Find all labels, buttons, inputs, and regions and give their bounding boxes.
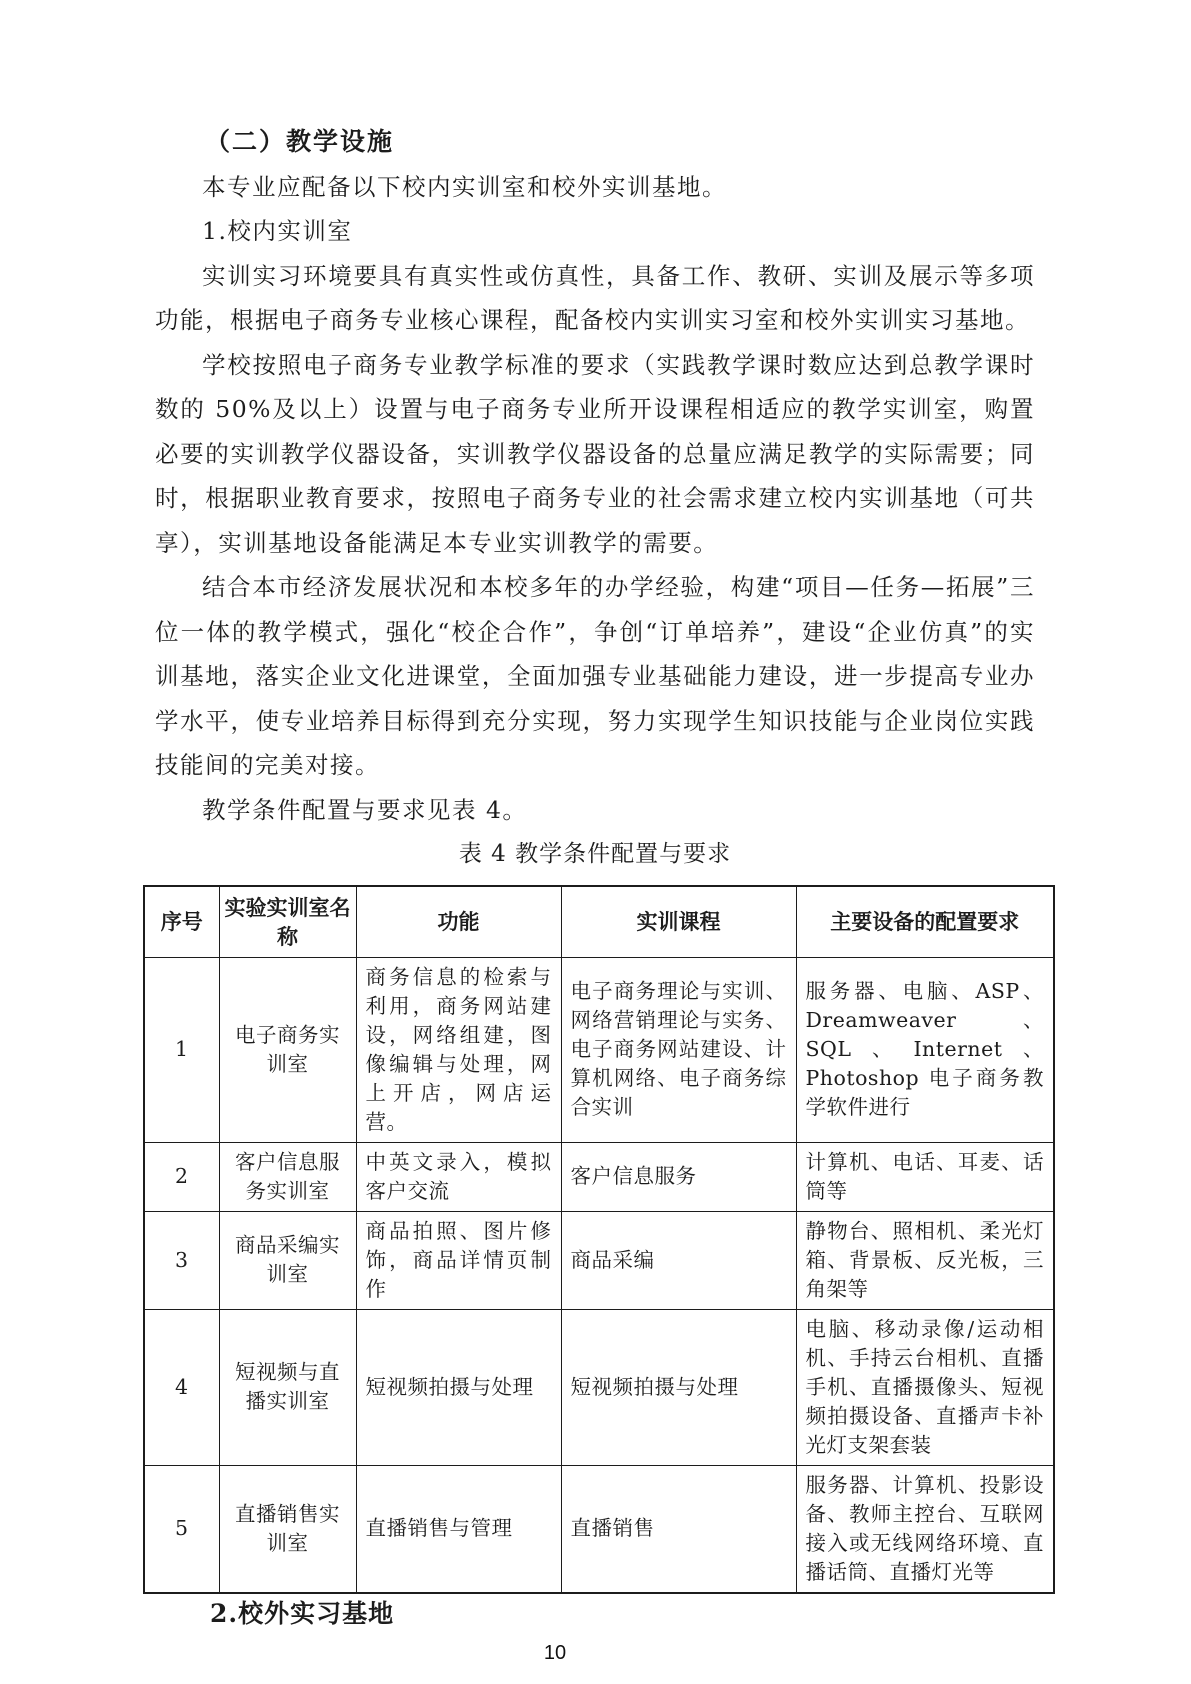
cell-index: 3 bbox=[144, 1211, 219, 1309]
header-cell-equipment: 主要设备的配置要求 bbox=[796, 886, 1054, 958]
cell-index: 4 bbox=[144, 1309, 219, 1465]
cell-courses: 客户信息服务 bbox=[561, 1142, 796, 1211]
paragraph-environment: 实训实习环境要具有真实性或仿真性，具备工作、教研、实训及展示等多项功能，根据电子商务专业核心课程，配备校内实训实习室和校外实训实习基地。 bbox=[155, 261, 1035, 334]
cell-function: 直播销售与管理 bbox=[356, 1465, 561, 1593]
cell-room-name: 电子商务实训室 bbox=[219, 957, 356, 1142]
subsection-heading-offcampus-bases: 2.校外实习基地 bbox=[210, 1598, 395, 1628]
cell-courses: 电子商务理论与实训、网络营销理论与实务、电子商务网站建设、计算机网络、电子商务综合实训 bbox=[561, 957, 796, 1142]
page-content bbox=[155, 120, 1044, 1665]
cell-equipment: 静物台、照相机、柔光灯箱、背景板、反光板，三角架等 bbox=[796, 1211, 1054, 1309]
paragraph-standards: 学校按照电子商务专业教学标准的要求（实践教学课时数应达到总教学课时数的 50%及以上）设置与电子商务专业所开设课程相适应的教学实训室，购置必要的实训教学仪器设备，实训教学仪器设备的总量应满足教学的实际需要；同时，根据职业教育要求，按照电子商务专业的社会需求建立校内实训基地（可共享），实训基地设备能满足本专业实训教学的需要。 bbox=[155, 350, 1035, 557]
section-heading: （二）教学设施 bbox=[205, 127, 395, 156]
table-row bbox=[144, 957, 1054, 1142]
table-row bbox=[144, 1309, 1054, 1465]
paragraph-model: 结合本市经济发展状况和本校多年的办学经验，构建“项目—任务—拓展”三位一体的教学模式，强化“校企合作”，争创“订单培养”，建设“企业仿真”的实训基地，落实企业文化进课堂，全面加强专业基础能力建设，进一步提高专业办学水平，使专业培养目标得到充分实现，努力实现学生知识技能与企业岗位实践技能间的完美对接。 bbox=[155, 573, 1035, 779]
header-cell-index: 序号 bbox=[144, 886, 219, 958]
table-row bbox=[144, 1211, 1054, 1309]
cell-room-name: 商品采编实训室 bbox=[219, 1211, 356, 1309]
cell-courses: 直播销售 bbox=[561, 1465, 796, 1593]
cell-function: 中英文录入，模拟客户交流 bbox=[356, 1142, 561, 1211]
page-number: 10 bbox=[543, 1641, 567, 1664]
header-cell-function: 功能 bbox=[356, 886, 561, 958]
table-header-row bbox=[144, 886, 1054, 958]
table-row bbox=[144, 1465, 1054, 1593]
cell-equipment: 服务器、计算机、投影设备、教师主控台、互联网接入或无线网络环境、直播话筒、直播灯光等 bbox=[796, 1465, 1054, 1593]
table-row bbox=[144, 1142, 1054, 1211]
cell-function: 商品拍照、图片修饰，商品详情页制作 bbox=[356, 1211, 561, 1309]
cell-courses: 商品采编 bbox=[561, 1211, 796, 1309]
cell-function: 短视频拍摄与处理 bbox=[356, 1309, 561, 1465]
cell-index: 2 bbox=[144, 1142, 219, 1211]
paragraph-see-table: 教学条件配置与要求见表 4。 bbox=[202, 795, 528, 824]
facilities-table bbox=[143, 885, 1055, 1594]
header-cell-room-name: 实验实训室名称 bbox=[219, 886, 356, 958]
cell-room-name: 客户信息服务实训室 bbox=[219, 1142, 356, 1211]
paragraph-intro: 本专业应配备以下校内实训室和校外实训基地。 bbox=[202, 172, 727, 201]
cell-room-name: 短视频与直播实训室 bbox=[219, 1309, 356, 1465]
cell-equipment: 计算机、电话、耳麦、话筒等 bbox=[796, 1142, 1054, 1211]
cell-equipment: 服务器、电脑、ASP、Dreamweaver、SQL、Internet、Photoshop 电子商务教学软件进行 bbox=[796, 957, 1054, 1142]
cell-courses: 短视频拍摄与处理 bbox=[561, 1309, 796, 1465]
cell-equipment: 电脑、移动录像/运动相机、手持云台相机、直播手机、直播摄像头、短视频拍摄设备、直播声卡补光灯支架套装 bbox=[796, 1309, 1054, 1465]
subsection-heading-campus-rooms: 1.校内实训室 bbox=[202, 217, 353, 245]
cell-index: 1 bbox=[144, 957, 219, 1142]
cell-function: 商务信息的检索与利用，商务网站建设，网络组建，图像编辑与处理，网上开店，网店运营。 bbox=[356, 957, 561, 1142]
cell-index: 5 bbox=[144, 1465, 219, 1593]
table-caption: 表 4 教学条件配置与要求 bbox=[458, 841, 732, 867]
cell-room-name: 直播销售实训室 bbox=[219, 1465, 356, 1593]
header-cell-courses: 实训课程 bbox=[561, 886, 796, 958]
